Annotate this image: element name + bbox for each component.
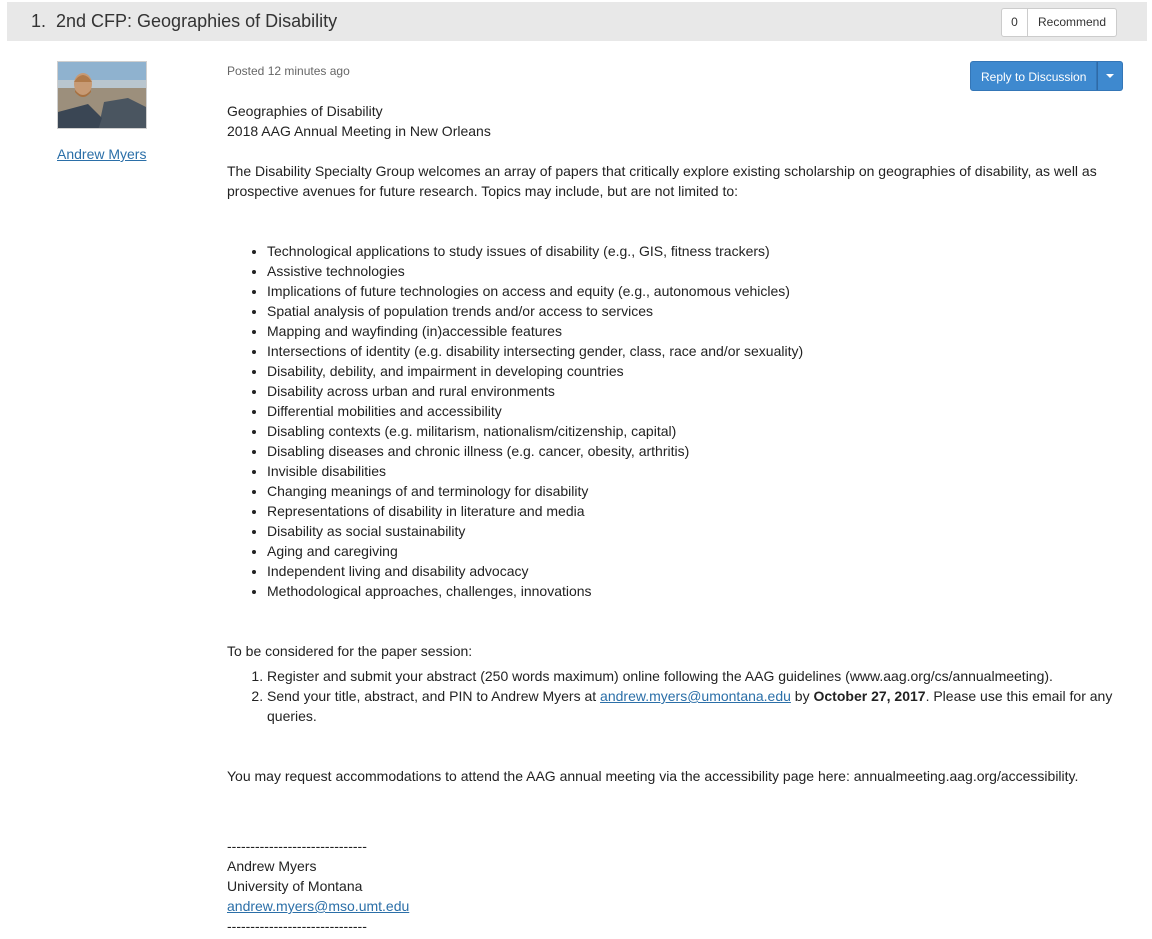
signature-divider-bottom: ------------------------------ <box>227 918 367 934</box>
post-heading-line1: Geographies of Disability <box>227 103 383 119</box>
recommend-group <box>1001 8 1117 37</box>
list-item: • Disability across urban and rural environments <box>267 381 1117 401</box>
step-register: 1. Register and submit your abstract (250 words maximum) online following the AAG guidelines (www.aag.org/cs/annualmeeting). <box>267 666 1117 686</box>
thread-title: 2nd CFP: Geographies of Disability <box>56 11 338 31</box>
list-item: • Differential mobilities and accessibility <box>267 401 1117 421</box>
signature-name: Andrew Myers <box>227 858 317 874</box>
post-intro: The Disability Specialty Group welcomes an array of papers that critically explore existing scholarship on geographies of disability, as well as prospective avenues for future research. Topics may include, but are not limited to: <box>227 163 1097 199</box>
recommend-button[interactable]: Recommend <box>1028 8 1117 37</box>
list-item: • Disabling contexts (e.g. militarism, nationalism/citizenship, capital) <box>267 421 1117 441</box>
topics-list <box>227 241 1117 601</box>
recommend-count: 0 <box>1001 8 1028 37</box>
reply-button-group <box>970 61 1123 91</box>
step-send: 2. Send your title, abstract, and PIN to Andrew Myers at andrew.myers@umontana.edu by October 27, 2017. Please use this email for any queries. <box>267 686 1117 726</box>
caret-down-icon <box>1106 74 1114 78</box>
list-item: • Spatial analysis of population trends and/or access to services <box>267 301 1117 321</box>
list-item: • Assistive technologies <box>267 261 1117 281</box>
list-item: • Implications of future technologies on access and equity (e.g., autonomous vehicles) <box>267 281 1117 301</box>
list-item: • Intersections of identity (e.g. disability intersecting gender, class, race and/or sexuality) <box>267 341 1117 361</box>
reply-options-dropdown[interactable] <box>1097 61 1123 91</box>
list-item: • Disability, debility, and impairment in developing countries <box>267 361 1117 381</box>
post-body <box>227 101 1117 936</box>
reply-to-discussion-button[interactable]: Reply to Discussion <box>970 61 1097 91</box>
contact-email-link[interactable]: andrew.myers@umontana.edu <box>600 688 791 704</box>
accommodations-text: You may request accommodations to attend the AAG annual meeting via the accessibility page here: annualmeeting.aag.org/accessibility. <box>227 768 1079 784</box>
list-item: • Mapping and wayfinding (in)accessible features <box>267 321 1117 341</box>
list-item: • Technological applications to study issues of disability (e.g., GIS, fitness trackers) <box>267 241 1117 261</box>
list-item: • Invisible disabilities <box>267 461 1117 481</box>
posted-time: Posted 12 minutes ago <box>227 64 350 78</box>
signature-email-link[interactable]: andrew.myers@mso.umt.edu <box>227 898 410 914</box>
list-item: • Methodological approaches, challenges, innovations <box>267 581 1117 601</box>
list-item: • Disabling diseases and chronic illness (e.g. cancer, obesity, arthritis) <box>267 441 1117 461</box>
list-item: • Representations of disability in literature and media <box>267 501 1117 521</box>
steps-list <box>227 666 1117 726</box>
signature-org: University of Montana <box>227 878 363 894</box>
avatar-photo <box>58 62 147 129</box>
list-item: • Disability as social sustainability <box>267 521 1117 541</box>
author-avatar[interactable] <box>57 61 147 129</box>
thread-number: 1. <box>31 11 47 31</box>
signature-divider: ------------------------------ <box>227 838 367 854</box>
consider-heading: To be considered for the paper session: <box>227 643 473 659</box>
post-heading-line2: 2018 AAG Annual Meeting in New Orleans <box>227 123 491 139</box>
discussion-header <box>7 2 1147 41</box>
deadline-date: October 27, 2017 <box>813 688 926 704</box>
list-item: • Independent living and disability advocacy <box>267 561 1117 581</box>
list-item: • Aging and caregiving <box>267 541 1117 561</box>
list-item: • Changing meanings of and terminology for disability <box>267 481 1117 501</box>
author-name-link[interactable]: Andrew Myers <box>57 146 147 162</box>
